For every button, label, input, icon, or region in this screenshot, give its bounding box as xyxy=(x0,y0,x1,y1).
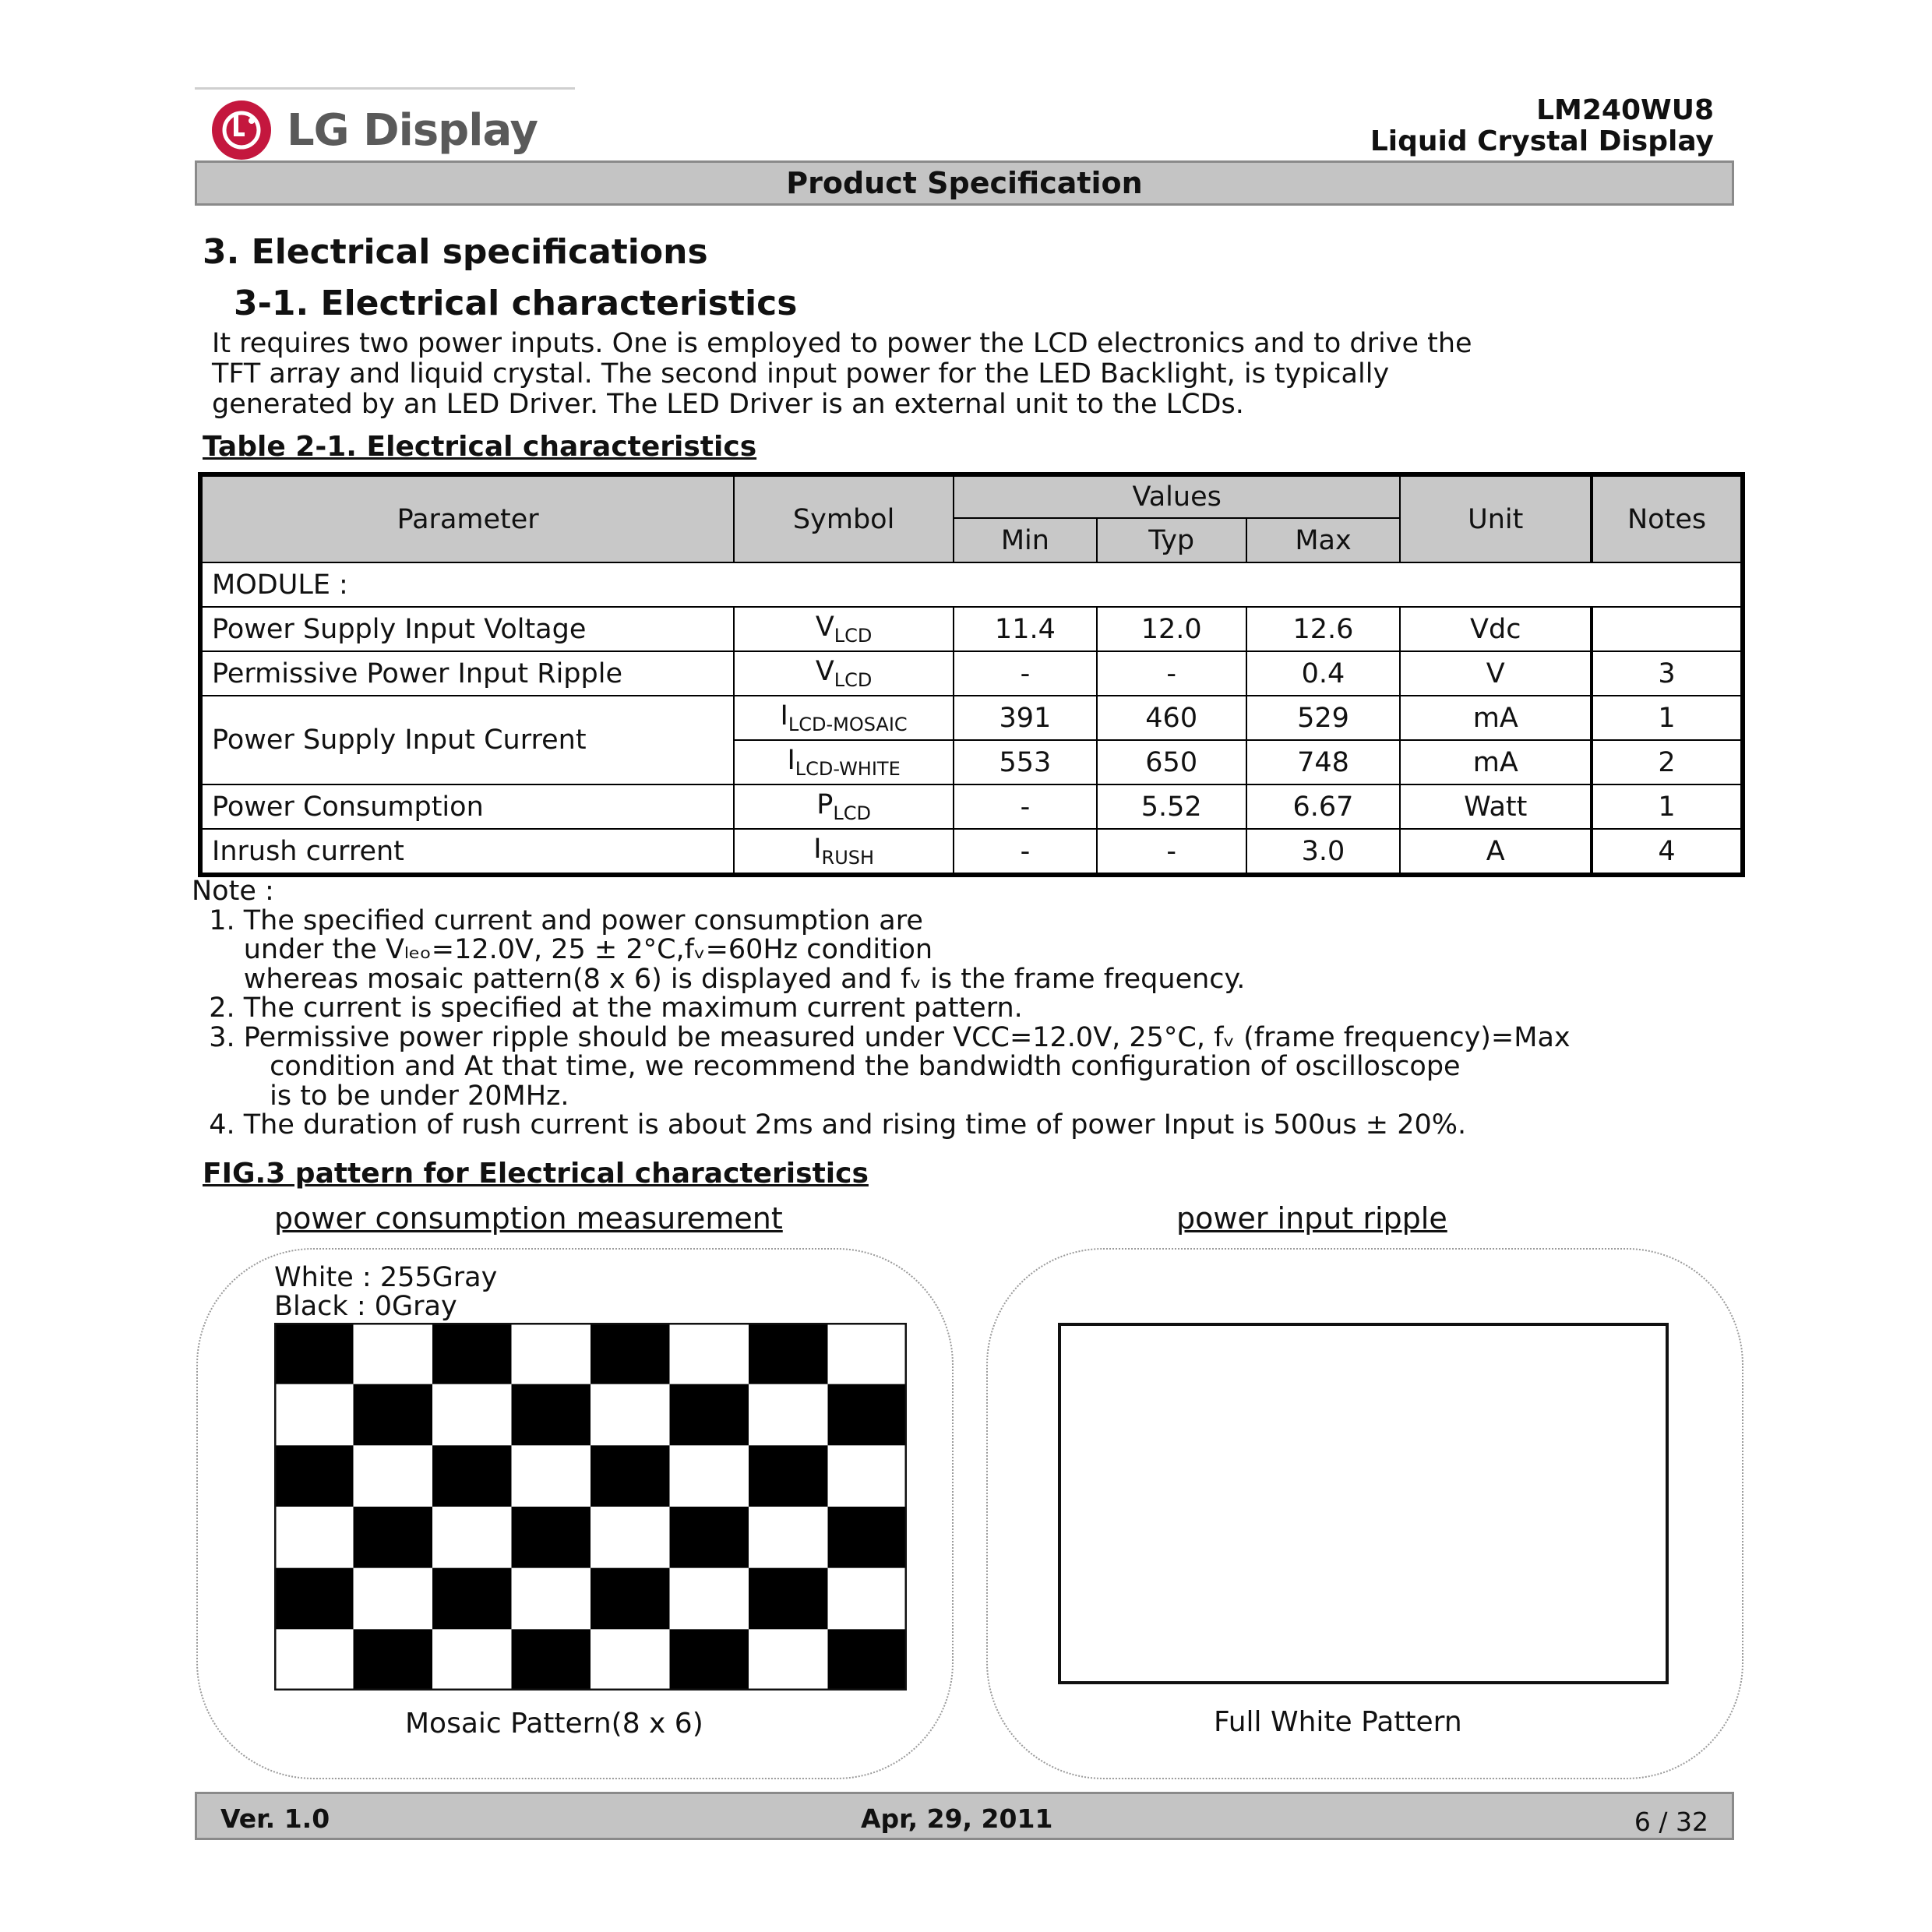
section-title: 3. Electrical specifications xyxy=(203,232,708,272)
white-pattern-label: Full White Pattern xyxy=(1214,1706,1462,1738)
note-line: 2. The current is specified at the maximum current pattern. xyxy=(192,992,1023,1024)
intro-line: It requires two power inputs. One is employed to power the LCD electronics and to drive the xyxy=(212,328,1472,359)
footer-page-number: 6 / 32 xyxy=(1634,1807,1708,1837)
brand-logo xyxy=(210,99,538,161)
cell-max: 0.4 xyxy=(1246,651,1401,696)
mosaic-white-cell xyxy=(354,1445,433,1507)
mosaic-pattern xyxy=(274,1323,907,1690)
cell-parameter: Power Consumption xyxy=(202,784,734,829)
cell-min: - xyxy=(954,829,1097,873)
cell-notes: 1 xyxy=(1592,696,1741,740)
mosaic-white-cell xyxy=(670,1323,749,1384)
document-title-bar xyxy=(195,160,1734,206)
mosaic-black-cell xyxy=(354,1507,433,1568)
mosaic-white-cell xyxy=(828,1445,908,1507)
table-title: Table 2-1. Electrical characteristics xyxy=(203,431,757,463)
gray-legend xyxy=(274,1264,497,1321)
intro-line: generated by an LED Driver. The LED Driver is an external unit to the LCDs. xyxy=(212,389,1244,420)
mosaic-white-cell xyxy=(591,1384,670,1446)
mosaic-white-cell xyxy=(670,1445,749,1507)
product-type: Liquid Crystal Display xyxy=(1370,125,1714,157)
cell-max: 12.6 xyxy=(1246,607,1401,651)
table-row xyxy=(202,784,1741,829)
mosaic-black-cell xyxy=(591,1323,670,1384)
cell-symbol: $P_{LCD}$ xyxy=(734,784,954,829)
table-group-row xyxy=(202,562,1741,607)
footer-date: Apr, 29, 2011 xyxy=(861,1803,1053,1834)
cell-symbol: $I_{LCD-MOSAIC}$ xyxy=(734,696,954,740)
notes-heading: Note : xyxy=(192,876,274,907)
mosaic-black-cell xyxy=(274,1568,354,1630)
mosaic-black-cell xyxy=(354,1629,433,1690)
note-line: 3. Permissive power ripple should be measured under VCC=12.0V, 25°C, fᵥ (frame frequency)=Max xyxy=(192,1021,1571,1053)
mosaic-black-cell xyxy=(670,1507,749,1568)
electrical-characteristics-table xyxy=(201,475,1742,874)
cell-symbol: $V_{LCD}$ xyxy=(734,607,954,651)
cell-notes: 4 xyxy=(1592,829,1741,873)
cell-symbol: $I_{LCD-WHITE}$ xyxy=(734,740,954,784)
mosaic-black-cell xyxy=(828,1507,908,1568)
cell-typ: 5.52 xyxy=(1097,784,1246,829)
mosaic-black-cell xyxy=(828,1629,908,1690)
cell-unit: mA xyxy=(1400,696,1592,740)
table-row xyxy=(202,829,1741,873)
mosaic-white-cell xyxy=(354,1323,433,1384)
mosaic-black-cell xyxy=(670,1384,749,1446)
document-title: Product Specification xyxy=(786,166,1143,200)
cell-unit: Vdc xyxy=(1400,607,1592,651)
cell-min: 553 xyxy=(954,740,1097,784)
mosaic-white-cell xyxy=(274,1507,354,1568)
lg-logo-icon xyxy=(210,99,273,161)
cell-parameter: Permissive Power Input Ripple xyxy=(202,651,734,696)
note-line: condition and At that time, we recommend the bandwidth configuration of oscilloscope xyxy=(192,1051,1461,1082)
legend-black: Black : 0Gray xyxy=(274,1291,457,1322)
mosaic-black-cell xyxy=(749,1445,828,1507)
header-unit: Unit xyxy=(1400,476,1592,562)
mosaic-white-cell xyxy=(432,1507,512,1568)
table-header-row xyxy=(202,476,1741,518)
mosaic-white-cell xyxy=(749,1629,828,1690)
left-panel-caption: power consumption measurement xyxy=(274,1201,783,1236)
subsection-title: 3-1. Electrical characteristics xyxy=(234,284,798,323)
cell-unit: Watt xyxy=(1400,784,1592,829)
mosaic-white-cell xyxy=(512,1323,591,1384)
cell-max: 6.67 xyxy=(1246,784,1401,829)
mosaic-white-cell xyxy=(354,1568,433,1630)
mosaic-black-cell xyxy=(274,1323,354,1384)
header-values: Values xyxy=(954,476,1400,518)
cell-parameter: Power Supply Input Current xyxy=(202,696,734,784)
mosaic-white-cell xyxy=(274,1384,354,1446)
group-label: MODULE : xyxy=(202,562,1741,607)
mosaic-black-cell xyxy=(670,1629,749,1690)
legend-white: White : 255Gray xyxy=(274,1262,498,1293)
cell-unit: V xyxy=(1400,651,1592,696)
header-symbol: Symbol xyxy=(734,476,954,562)
mosaic-black-cell xyxy=(512,1507,591,1568)
mosaic-black-cell xyxy=(749,1323,828,1384)
mosaic-black-cell xyxy=(432,1568,512,1630)
cell-symbol: $V_{LCD}$ xyxy=(734,651,954,696)
cell-typ: 460 xyxy=(1097,696,1246,740)
mosaic-black-cell xyxy=(591,1568,670,1630)
cell-min: 11.4 xyxy=(954,607,1097,651)
right-panel-caption: power input ripple xyxy=(1176,1201,1447,1236)
mosaic-white-cell xyxy=(749,1384,828,1446)
mosaic-black-cell xyxy=(512,1629,591,1690)
mosaic-white-cell xyxy=(828,1568,908,1630)
table-row xyxy=(202,651,1741,696)
cell-parameter: Inrush current xyxy=(202,829,734,873)
note-line: 4. The duration of rush current is about 2ms and rising time of power Input is 500us ± 20%. xyxy=(192,1109,1467,1141)
mosaic-black-cell xyxy=(512,1384,591,1446)
header-rule xyxy=(195,87,575,90)
mosaic-black-cell xyxy=(274,1445,354,1507)
mosaic-black-cell xyxy=(828,1384,908,1446)
cell-notes: 2 xyxy=(1592,740,1741,784)
mosaic-white-cell xyxy=(749,1507,828,1568)
mosaic-black-cell xyxy=(591,1445,670,1507)
mosaic-white-cell xyxy=(512,1568,591,1630)
full-white-pattern xyxy=(1058,1323,1669,1684)
header-max: Max xyxy=(1246,518,1401,562)
mosaic-white-cell xyxy=(591,1507,670,1568)
mosaic-white-cell xyxy=(670,1568,749,1630)
header-typ: Typ xyxy=(1097,518,1246,562)
mosaic-white-cell xyxy=(591,1629,670,1690)
cell-notes: 3 xyxy=(1592,651,1741,696)
cell-max: 529 xyxy=(1246,696,1401,740)
cell-min: 391 xyxy=(954,696,1097,740)
cell-unit: mA xyxy=(1400,740,1592,784)
footer-version: Ver. 1.0 xyxy=(220,1803,330,1834)
mosaic-white-cell xyxy=(828,1323,908,1384)
intro-paragraph xyxy=(212,329,1472,420)
cell-unit: A xyxy=(1400,829,1592,873)
brand-name: LG Display xyxy=(287,104,538,156)
mosaic-pattern-label: Mosaic Pattern(8 x 6) xyxy=(405,1708,703,1740)
table-row xyxy=(202,696,1741,740)
cell-min: - xyxy=(954,651,1097,696)
mosaic-black-cell xyxy=(749,1568,828,1630)
note-line: is to be under 20MHz. xyxy=(192,1080,569,1112)
mosaic-black-cell xyxy=(354,1384,433,1446)
cell-notes: 1 xyxy=(1592,784,1741,829)
mosaic-white-cell xyxy=(432,1384,512,1446)
figure-title: FIG.3 pattern for Electrical characteristics xyxy=(203,1158,869,1190)
mosaic-black-cell xyxy=(432,1323,512,1384)
cell-symbol: $I_{RUSH}$ xyxy=(734,829,954,873)
page-footer xyxy=(195,1792,1734,1840)
cell-max: 748 xyxy=(1246,740,1401,784)
intro-line: TFT array and liquid crystal. The second input power for the LED Backlight, is typically xyxy=(212,358,1390,390)
model-number: LM240WU8 xyxy=(1536,94,1714,126)
mosaic-white-cell xyxy=(274,1629,354,1690)
mosaic-white-cell xyxy=(512,1445,591,1507)
mosaic-black-cell xyxy=(432,1445,512,1507)
table-row xyxy=(202,607,1741,651)
header-notes: Notes xyxy=(1592,476,1741,562)
note-line: under the Vₗₑₒ=12.0V, 25 ± 2°C,fᵥ=60Hz condition xyxy=(192,934,933,965)
cell-typ: - xyxy=(1097,651,1246,696)
cell-typ: - xyxy=(1097,829,1246,873)
cell-parameter: Power Supply Input Voltage xyxy=(202,607,734,651)
cell-typ: 650 xyxy=(1097,740,1246,784)
cell-min: - xyxy=(954,784,1097,829)
mosaic-white-cell xyxy=(432,1629,512,1690)
notes-block xyxy=(192,877,1571,1141)
header-parameter: Parameter xyxy=(202,476,734,562)
note-line: whereas mosaic pattern(8 x 6) is displayed and fᵥ is the frame frequency. xyxy=(192,963,1246,995)
document-id xyxy=(1370,95,1714,157)
note-line: 1. The specified current and power consumption are xyxy=(192,904,923,936)
cell-notes xyxy=(1592,607,1741,651)
cell-max: 3.0 xyxy=(1246,829,1401,873)
cell-typ: 12.0 xyxy=(1097,607,1246,651)
header-min: Min xyxy=(954,518,1097,562)
